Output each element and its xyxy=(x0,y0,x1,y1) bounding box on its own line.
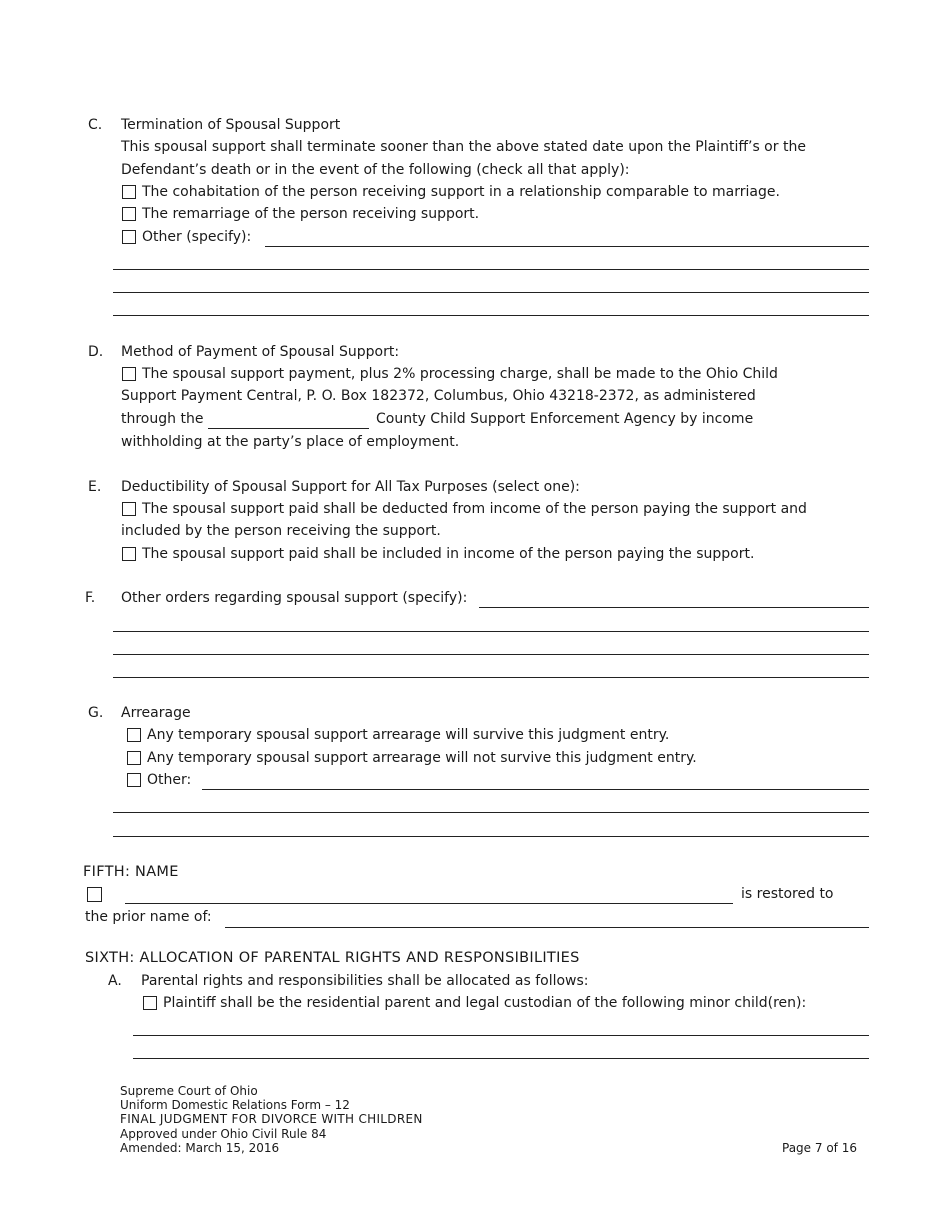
section-g-title: Arrearage xyxy=(121,705,191,721)
section-e-letter: E. xyxy=(88,479,102,495)
deducted-label-2: included by the person receiving the support. xyxy=(121,523,441,539)
other-orders-field-line-3[interactable] xyxy=(113,654,869,655)
sixth-a-letter: A. xyxy=(108,973,122,989)
termination-other-field-line-4[interactable] xyxy=(113,315,869,316)
arrearage-other-field-line-2[interactable] xyxy=(113,812,869,813)
footer-amended: Amended: March 15, 2016 xyxy=(120,1141,280,1155)
payment-line-3a: through the xyxy=(121,411,204,427)
section-f-title: Other orders regarding spousal support (specify): xyxy=(121,590,468,606)
footer-form-name: Uniform Domestic Relations Form – 12 xyxy=(120,1098,350,1112)
termination-other-field[interactable] xyxy=(265,246,869,247)
cohabitation-label: The cohabitation of the person receiving support in a relationship comparable to marriage. xyxy=(142,184,780,200)
sixth-a-text: Parental rights and responsibilities shall be allocated as follows: xyxy=(141,973,589,989)
section-d-letter: D. xyxy=(88,344,104,360)
county-name-field[interactable] xyxy=(208,428,369,429)
deducted-checkbox[interactable] xyxy=(122,502,136,516)
page-number: Page 7 of 16 xyxy=(782,1141,857,1155)
section-c-intro-2: Defendant’s death or in the event of the following (check all that apply): xyxy=(121,162,630,178)
payment-line-2: Support Payment Central, P. O. Box 182372, Columbus, Ohio 43218-2372, as administered xyxy=(121,388,756,404)
arrearage-survive-checkbox[interactable] xyxy=(127,728,141,742)
section-e-title: Deductibility of Spousal Support for All Tax Purposes (select one): xyxy=(121,479,580,495)
section-c-letter: C. xyxy=(88,117,103,133)
arrearage-other-field[interactable] xyxy=(202,789,869,790)
other-orders-field-line-2[interactable] xyxy=(113,631,869,632)
termination-other-label: Other (specify): xyxy=(142,229,252,245)
children-field[interactable] xyxy=(133,1035,869,1036)
arrearage-not-survive-checkbox[interactable] xyxy=(127,751,141,765)
payment-method-checkbox[interactable] xyxy=(122,367,136,381)
footer-form-title: FINAL JUDGMENT FOR DIVORCE WITH CHILDREN xyxy=(120,1112,423,1126)
cohabitation-checkbox[interactable] xyxy=(122,185,136,199)
section-c-title: Termination of Spousal Support xyxy=(121,117,341,133)
remarriage-checkbox[interactable] xyxy=(122,207,136,221)
fifth-name-heading: FIFTH: NAME xyxy=(83,864,179,880)
sixth-heading: SIXTH: ALLOCATION OF PARENTAL RIGHTS AND RESPONSIBILITIES xyxy=(85,950,580,966)
termination-other-field-line-2[interactable] xyxy=(113,269,869,270)
section-c-intro-1: This spousal support shall terminate sooner than the above stated date upon the Plaintiff’s or the xyxy=(121,139,806,155)
termination-other-checkbox[interactable] xyxy=(122,230,136,244)
arrearage-other-checkbox[interactable] xyxy=(127,773,141,787)
section-g-letter: G. xyxy=(88,705,104,721)
prior-name-field[interactable] xyxy=(225,927,869,928)
included-label: The spousal support paid shall be included in income of the person paying the support. xyxy=(142,546,755,562)
payment-line-3b: County Child Support Enforcement Agency by income xyxy=(376,411,754,427)
plaintiff-residential-label: Plaintiff shall be the residential parent and legal custodian of the following minor child(ren): xyxy=(163,995,807,1011)
remarriage-label: The remarriage of the person receiving support. xyxy=(142,206,480,222)
arrearage-other-field-line-3[interactable] xyxy=(113,836,869,837)
arrearage-not-survive-label: Any temporary spousal support arrearage will not survive this judgment entry. xyxy=(147,750,697,766)
prior-name-label: the prior name of: xyxy=(85,909,212,925)
footer-court: Supreme Court of Ohio xyxy=(120,1084,258,1098)
restored-to-label: is restored to xyxy=(741,886,834,902)
payment-line-1: The spousal support payment, plus 2% processing charge, shall be made to the Ohio Child xyxy=(142,366,778,382)
children-field-line-2[interactable] xyxy=(133,1058,869,1059)
arrearage-survive-label: Any temporary spousal support arrearage will survive this judgment entry. xyxy=(147,727,670,743)
plaintiff-residential-checkbox[interactable] xyxy=(143,996,157,1010)
footer-approval: Approved under Ohio Civil Rule 84 xyxy=(120,1127,327,1141)
included-checkbox[interactable] xyxy=(122,547,136,561)
arrearage-other-label: Other: xyxy=(147,772,192,788)
payment-line-4: withholding at the party’s place of employment. xyxy=(121,434,460,450)
section-d-title: Method of Payment of Spousal Support: xyxy=(121,344,400,360)
deducted-label-1: The spousal support paid shall be deducted from income of the person paying the support and xyxy=(142,501,807,517)
name-restore-checkbox[interactable] xyxy=(87,887,102,902)
restored-party-field[interactable] xyxy=(125,903,733,904)
other-orders-field[interactable] xyxy=(479,607,869,608)
termination-other-field-line-3[interactable] xyxy=(113,292,869,293)
section-f-letter: F. xyxy=(85,590,96,606)
other-orders-field-line-4[interactable] xyxy=(113,677,869,678)
